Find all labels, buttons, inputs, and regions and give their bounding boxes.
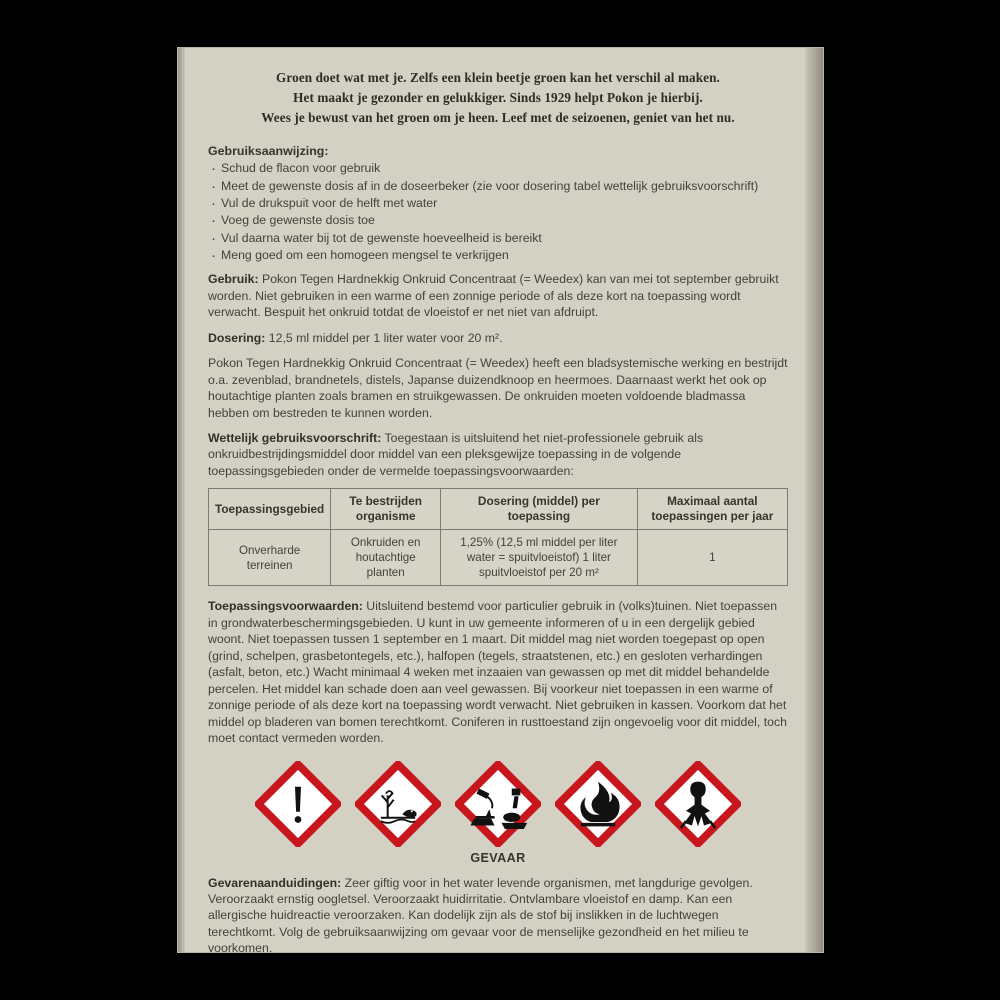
legal-text: Toegestaan is uitsluitend het niet-professionele gebruik als onkruidbestrijdingsmiddel door middel van een pleksgewijze toepassing in de volgende toepassingsgebieden onder de vermelde toepassingsvoorwaarden:	[208, 431, 704, 478]
instructions-list	[208, 160, 788, 263]
conditions-paragraph	[208, 598, 788, 746]
list-item: · Vul de drukspuit voor de helft met water	[208, 195, 788, 211]
hazards-label: Gevarenaanduidingen:	[208, 875, 342, 890]
list-item: · Schud de flacon voor gebruik	[208, 160, 788, 176]
list-item: · Meet de gewenste dosis af in de doseerbeker (zie voor dosering tabel wettelijk gebruiksvoorschrift)	[208, 178, 788, 194]
signal-word: GEVAAR	[470, 850, 526, 865]
hazards-text: Zeer giftig voor in het water levende organismen, met langdurige gevolgen. Veroorzaakt ernstig oogletsel. Veroorzaakt huidirritatie. Ontvlambare vloeistof en damp. Kan een allergische huidreactie veroorzaken. Kan dodelijk zijn als de stof bij inslikken in de luchtwegen terechtkomt. Volg de gebruiksaanwijzing om gevaar voor de menselijke gezondheid en het milieu te voorkomen.	[208, 875, 753, 956]
package-left-edge	[178, 48, 185, 952]
dosage-label: Dosering:	[208, 330, 266, 345]
table-header-cell: Maximaal aantal toepassingen per jaar	[637, 489, 787, 530]
action-paragraph: Pokon Tegen Hardnekkig Onkruid Concentraat (= Weedex) heeft een bladsystemische werking en bestrijdt o.a. zevenblad, brandnetels, distels, Japanse duizendknoop en heermoes. Daarnaast werkt het ook op houtachtige planten zoals bramen en struikgewassen. De onkruiden moeten voldoende bladmassa hebben om bestreden te kunnen worden.	[208, 356, 788, 420]
table-row	[209, 530, 788, 586]
table-cell: Onverharde terreinen	[209, 530, 331, 586]
table-header-cell: Te bestrijden organisme	[331, 489, 441, 530]
usage-paragraph	[208, 271, 788, 320]
table-cell: 1,25% (12,5 ml middel per liter water = spuitvloeistof) 1 liter spuitvloeistof per 20 m²	[441, 530, 638, 586]
hazards-paragraph	[208, 875, 788, 957]
intro-line-3: Wees je bewust van het groen om je heen. Leef met de seizoenen, geniet van het nu.	[261, 110, 735, 126]
instructions-heading: Gebruiksaanwijzing:	[208, 144, 329, 159]
usage-label: Gebruik:	[208, 272, 259, 287]
intro-line-1: Groen doet wat met je. Zelfs een klein beetje groen kan het verschil al maken.	[276, 70, 720, 85]
list-item: · Meng goed om een homogeen mengsel te verkrijgen	[208, 247, 788, 263]
conditions-label: Toepassingsvoorwaarden:	[208, 599, 363, 614]
conditions-text: Uitsluitend bestemd voor particulier gebruik in (volks)tuinen. Niet toepassen in grondwaterbeschermingsgebieden. U kunt in uw gemeente informeren of u in een dergelijk gebied woont. Niet toepassen tussen 1 september en 1 maart. Dit middel mag niet worden toegepast op open (grind, schelpen, grasbetontegels, etc.), halfopen (tegels, straatstenen, etc.) en gesloten verhardingen (asfalt, beton, etc.) Wacht minimaal 4 weken met inzaaien van gewassen op met dit middel behandelde percelen. Het middel kan schade doen aan veel gewassen. Bij voorkeur niet toepassen in een warme of zonnige periode of als deze kort na toepassing wordt verwacht. Niet gebruiken in kassen. Voorkom dat het middel op bladeren van bomen terechtkomt. Coniferen in rusttoestand zijn ongevoelig voor dit middel, toch moet contact vermeden worden.	[208, 599, 787, 746]
list-item: · Vul daarna water bij tot de gewenste hoeveelheid is bereikt	[208, 230, 788, 246]
environmental-hazard-pictogram	[355, 761, 441, 847]
package-right-edge	[805, 48, 823, 952]
label-content	[208, 68, 788, 966]
list-item: · Voeg de gewenste dosis toe	[208, 212, 788, 228]
legal-paragraph	[208, 430, 788, 479]
health-hazard-pictogram	[655, 761, 741, 847]
application-table	[208, 488, 788, 586]
usage-text: Pokon Tegen Hardnekkig Onkruid Concentraat (= Weedex) kan van mei tot september gebruikt worden. Niet gebruiken in een warme of een zonnige periode of als deze kort na toepassing wordt verwacht. Bespuit het onkruid totdat de vloeistof er net niet van afdruipt.	[208, 272, 779, 320]
exclamation-mark-pictogram	[255, 761, 341, 847]
dosage-paragraph	[208, 330, 788, 346]
table-header-row	[209, 489, 788, 530]
flammable-pictogram	[555, 761, 641, 847]
dosage-text: 12,5 ml middel per 1 liter water voor 20 m².	[265, 330, 503, 345]
pictogram-row	[208, 761, 788, 847]
brand-intro-text	[208, 68, 788, 128]
table-cell: Onkruiden en houtachtige planten	[331, 530, 441, 586]
intro-line-2: Het maakt je gezonder en gelukkiger. Sinds 1929 helpt Pokon je hierbij.	[293, 90, 703, 106]
corrosive-pictogram	[455, 761, 541, 847]
table-header-cell: Dosering (middel) per toepassing	[441, 489, 638, 530]
legal-label: Wettelijk gebruiksvoorschrift:	[208, 431, 382, 445]
table-cell: 1	[637, 530, 787, 586]
table-header-cell: Toepassingsgebied	[209, 489, 331, 530]
